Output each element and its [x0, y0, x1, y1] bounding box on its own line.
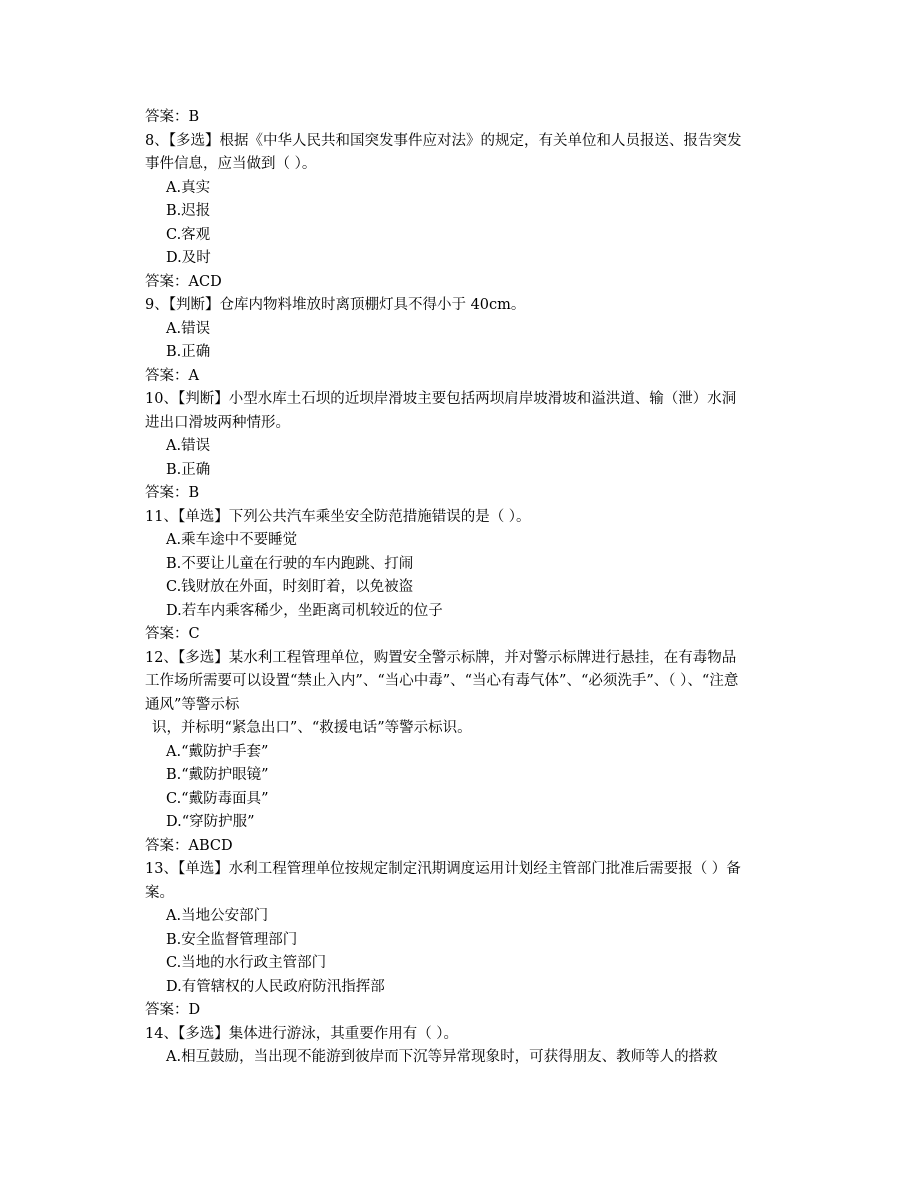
- option-line: C.“戴防毒面具”: [166, 790, 269, 807]
- option-line: B.正确: [166, 344, 211, 360]
- question-line: 14、【多选】集体进行游泳，其重要作用有（ ）。: [145, 1025, 459, 1042]
- option-line: A.错误: [166, 438, 211, 454]
- option-line: A.当地公安部门: [166, 908, 269, 924]
- answer-line: 答案：ABCD: [145, 837, 233, 854]
- option-line: A.“戴防护手套”: [166, 743, 269, 760]
- question-line: 13、【单选】水利工程管理单位按规定制定汛期调度运用计划经主管部门批准后需要报（ ）备: [145, 861, 741, 877]
- question-continuation: 进出口滑坡两种情形。: [145, 414, 290, 431]
- answer-line: 答案：A: [145, 367, 199, 384]
- answer-line: 答案：B: [145, 109, 200, 125]
- option-line: D.若车内乘客稀少，坐距离司机较近的位子: [166, 602, 443, 619]
- question-continuation: 工作场所需要可以设置“禁止入内”、“当心中毒”、“当心有毒气体”、“必须洗手”、（ ）、“注意: [145, 673, 739, 689]
- document-page: [0, 106, 920, 1070]
- option-line: B.迟报: [166, 203, 211, 219]
- question-continuation: 通风”等警示标: [145, 696, 240, 713]
- question-line: 10、【判断】小型水库土石坝的近坝岸滑坡主要包括两坝肩岸坡滑坡和溢洪道、输（泄）水洞: [145, 391, 737, 407]
- answer-line: 答案：C: [145, 626, 200, 642]
- answer-line: 答案：B: [145, 485, 200, 501]
- answer-line: 答案：D: [145, 1002, 201, 1018]
- question-continuation: 案。: [145, 884, 174, 901]
- question-continuation: 事件信息，应当做到（ ）。: [145, 156, 317, 172]
- option-line: D.有管辖权的人民政府防汛指挥部: [166, 978, 385, 995]
- option-line: C.当地的水行政主管部门: [166, 955, 327, 971]
- option-line: A.乘车途中不要睡觉: [166, 532, 298, 548]
- option-line: B.“戴防护眼镜”: [166, 767, 269, 783]
- option-line: B.正确: [166, 461, 211, 478]
- option-line: B.不要让儿童在行驶的车内跑跳、打闹: [166, 555, 414, 572]
- option-line: C.钱财放在外面，时刻盯着，以免被盗: [166, 579, 414, 595]
- option-line: A.真实: [166, 179, 211, 196]
- answer-line: 答案：ACD: [145, 273, 222, 290]
- question-continuation: 识，并标明“紧急出口”、“救援电话”等警示标识。: [152, 720, 472, 736]
- option-line: D.及时: [166, 250, 211, 266]
- option-line: C.客观: [166, 226, 211, 243]
- option-line: A.错误: [166, 320, 211, 337]
- question-line: 11、【单选】下列公共汽车乘坐安全防范措施错误的是（ ）。: [145, 508, 531, 525]
- question-line: 12、【多选】某水利工程管理单位，购置安全警示标牌，并对警示标牌进行悬挂，在有毒物品: [145, 649, 737, 666]
- question-line: 9、【判断】仓库内物料堆放时离顶棚灯具不得小于 40cm。: [145, 297, 526, 313]
- option-line: B.安全监督管理部门: [166, 931, 298, 948]
- question-line: 8、【多选】根据《中华人民共和国突发事件应对法》的规定，有关单位和人员报送、报告突发: [145, 132, 742, 149]
- option-line: D.“穿防护服”: [166, 814, 255, 830]
- option-line: A.相互鼓励，当出现不能游到彼岸而下沉等异常现象时，可获得朋友、教师等人的搭救: [166, 1049, 718, 1065]
